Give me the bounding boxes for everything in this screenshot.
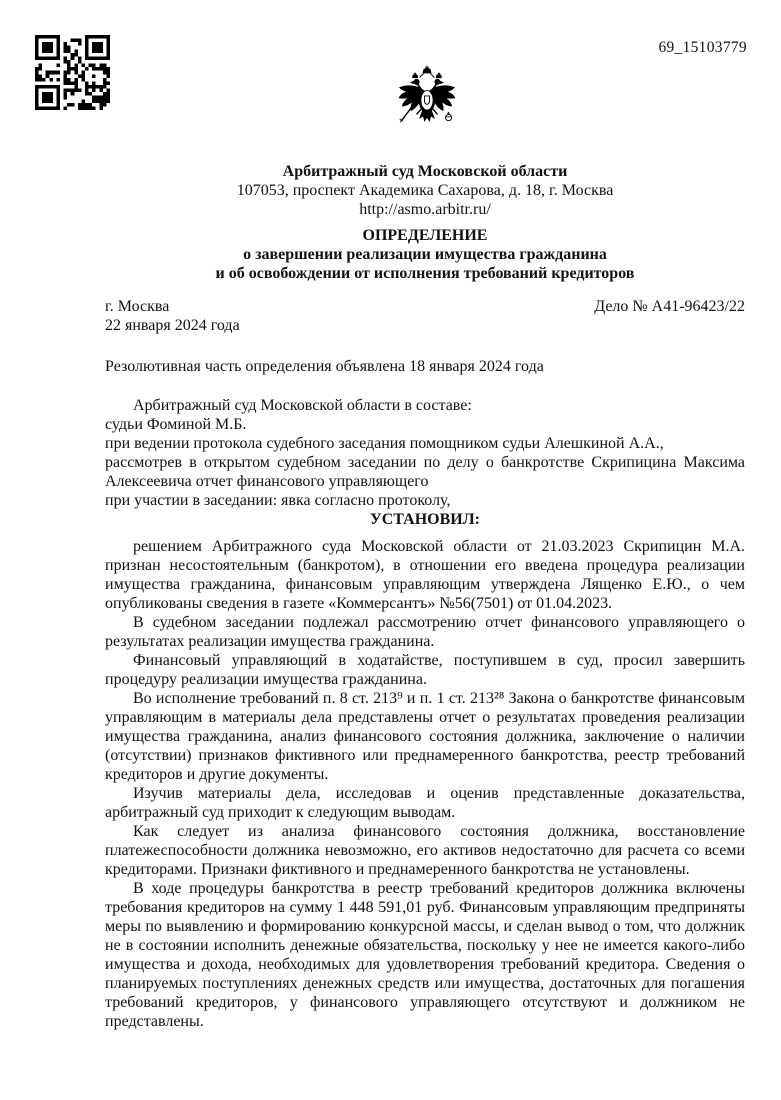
court-website: http://asmo.arbitr.ru/: [359, 201, 491, 218]
body-paragraph: В ходе процедуры банкротства в реестр требований кредиторов должника включены требования кредиторов на сумму 1 448 591,01 руб. Финансовым управляющим предприняты меры по выявлению и формированию конкурсной массы, и сделан вывод о том, что должник не в состоянии исполнить денежные обязательства, поскольку у нее не имеется какого-либо имущества и дохода, необходимых для удовлетворения требований кредитора. Сведения о планируемых поступлениях денежных средств или имущества, достаточных для погашения требований кредиторов, у финансового управляющего отсутствуют и должником не представлены.: [105, 880, 745, 1030]
document-content: [105, 162, 745, 1031]
document-subtitle-line2: и об освобождении от исполнения требований кредиторов: [215, 265, 635, 282]
ruling-body: [105, 537, 745, 1031]
body-paragraph: Во исполнение требований п. 8 ст. 213⁹ и п. 1 ст. 213²⁸ Закона о банкротстве финансовым управляющим в материалы дела представлены отчет о результатах проведения реализации имущества гражданина, анализ финансового состояния должника, заключение о наличии (отсутствии) признаков фиктивного или преднамеренного банкротства, реестр требований кредиторов и другие документы.: [105, 690, 745, 783]
body-paragraph: Финансовый управляющий в ходатайстве, поступившем в суд, просил завершить процедуру реализации имущества гражданина.: [105, 652, 745, 688]
case-info-row: [105, 297, 745, 316]
qr-code: [35, 35, 110, 110]
case-number: Дело № А41-96423/22: [594, 298, 745, 315]
city-label: г. Москва: [105, 298, 170, 315]
coat-of-arms-icon: [391, 65, 463, 137]
ruling-heading: УСТАНОВИЛ:: [370, 511, 480, 528]
preamble-line: при ведении протокола судебного заседания помощником судьи Алешкиной А.А.,: [105, 435, 664, 452]
body-paragraph: решением Арбитражного суда Московской области от 21.03.2023 Скрипицин М.А. признан несостоятельным (банкротом), в отношении его введена процедура реализации имущества гражданина, финансовым управляющим утверждена Лященко Е.Ю., о чем опубликованы сведения в газете «Коммерсантъ» №56(7501) от 01.04.2023.: [105, 538, 745, 612]
body-paragraph: Изучив материалы дела, исследовав и оценив представленные доказательства, арбитражный суд приходит к следующим выводам.: [105, 785, 745, 821]
resolution-note: Резолютивная часть определения объявлена 18 января 2024 года: [105, 358, 544, 375]
preamble-line: судьи Фоминой М.Б.: [105, 416, 247, 433]
document-subtitle-line1: о завершении реализации имущества гражданина: [243, 246, 607, 263]
preamble-line: рассмотрев в открытом судебном заседании по делу о банкротстве Скрипицина Максима Алексеевича отчет финансового управляющего: [105, 454, 745, 490]
court-address: 107053, проспект Академика Сахарова, д. 18, г. Москва: [236, 182, 614, 199]
document-type-title: ОПРЕДЕЛЕНИЕ: [362, 227, 488, 244]
preamble: [105, 396, 745, 510]
body-paragraph: Как следует из анализа финансового состояния должника, восстановление платежеспособности должника невозможно, его активов недостаточно для расчета со всеми кредиторами. Признаки фиктивного и преднамеренного банкротства не установлены.: [105, 823, 745, 878]
preamble-line: Арбитражный суд Московской области в составе:: [133, 397, 472, 414]
qr-code-canvas: [35, 35, 110, 110]
preamble-line: при участии в заседании: явка согласно протоколу,: [105, 492, 451, 509]
body-paragraph: В судебном заседании подлежал рассмотрению отчет финансового управляющего о результатах реализации имущества гражданина.: [105, 614, 745, 650]
court-name: Арбитражный суд Московской области: [282, 163, 568, 180]
document-date: 22 января 2024 года: [105, 317, 240, 334]
document-number: 69_15103779: [658, 39, 747, 56]
